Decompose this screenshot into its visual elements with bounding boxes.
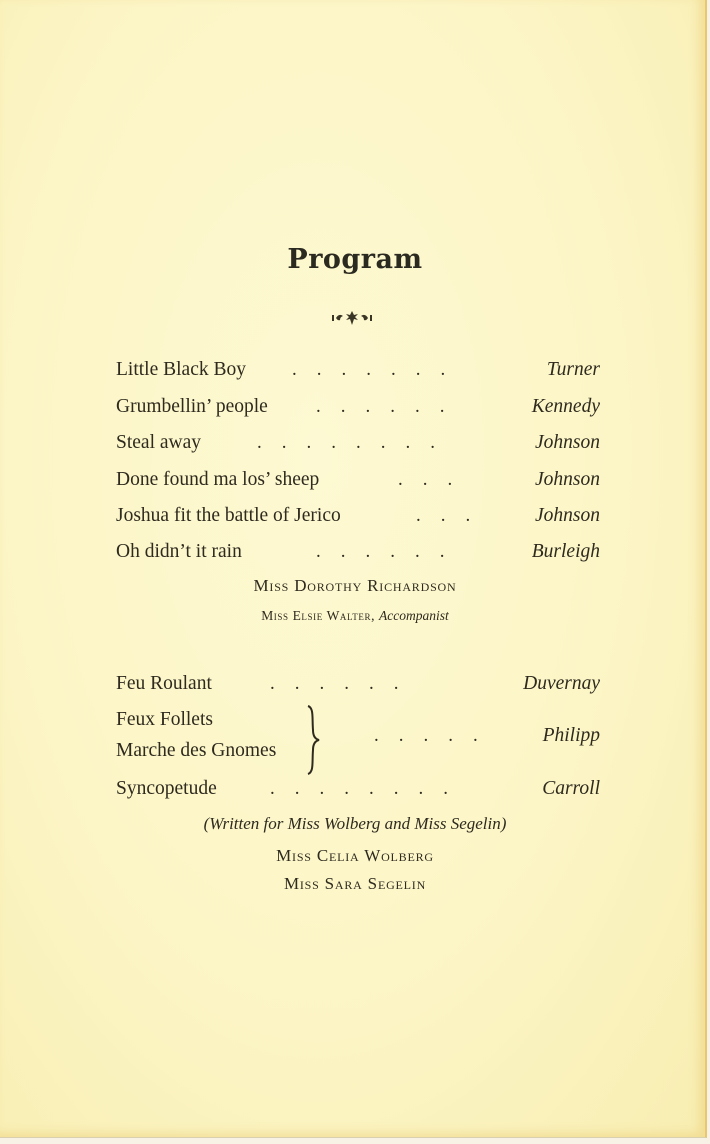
piece-title: Feu Roulant xyxy=(116,673,212,694)
composer-name: Philipp xyxy=(542,725,600,746)
program-item xyxy=(116,465,600,495)
leader-dots: ... xyxy=(398,469,473,490)
program-item xyxy=(116,355,600,385)
leader-dots: ...... xyxy=(270,673,419,694)
leader-dots: ... xyxy=(416,505,491,526)
composer-name: Johnson xyxy=(535,505,600,526)
piece-title: Joshua fit the battle of Jerico xyxy=(116,505,341,526)
composer-name: Carroll xyxy=(542,778,600,799)
piece-title: Feux Follets xyxy=(116,709,213,730)
fleuron-ornament-icon xyxy=(330,310,374,326)
dedication-note: (Written for Miss Wolberg and Miss Segelin) xyxy=(203,814,507,833)
performer-name: Miss Dorothy Richardson xyxy=(253,576,457,595)
piece-title: Little Black Boy xyxy=(116,359,246,380)
piece-title: Syncopetude xyxy=(116,778,217,799)
accompanist-role: Accompanist xyxy=(379,608,449,623)
leader-dots: ...... xyxy=(316,541,465,562)
page-title: Program xyxy=(287,244,423,275)
composer-name: Duvernay xyxy=(523,673,600,694)
piece-title: Marche des Gnomes xyxy=(116,740,277,761)
performer-name: Miss Sara Segelin xyxy=(283,874,427,893)
program-item xyxy=(116,669,600,699)
piece-title: Oh didn’t it rain xyxy=(116,541,242,562)
piece-title: Steal away xyxy=(116,432,202,453)
composer-name: Turner xyxy=(546,359,600,380)
composer-name: Johnson xyxy=(535,432,600,453)
composer-name: Johnson xyxy=(535,469,600,490)
composer-name: Kennedy xyxy=(531,396,600,417)
leader-dots: ..... xyxy=(374,725,498,746)
program-item xyxy=(116,392,600,422)
accompanist-name: Miss Elsie Walter, xyxy=(261,608,376,623)
leader-dots: ...... xyxy=(316,396,465,417)
program-item xyxy=(116,537,600,567)
program-item xyxy=(116,501,600,531)
program-item xyxy=(116,774,600,804)
piece-title: Done found ma los’ sheep xyxy=(116,469,320,490)
performer-name: Miss Celia Wolberg xyxy=(276,846,434,865)
leader-dots: ....... xyxy=(292,359,466,380)
leader-dots: ........ xyxy=(257,432,455,453)
program-item xyxy=(116,428,600,458)
leader-dots: ........ xyxy=(270,778,468,799)
piece-title: Grumbellin’ people xyxy=(116,396,268,417)
composer-name: Burleigh xyxy=(531,541,600,562)
accompanist-credit xyxy=(0,608,710,624)
program-item-group xyxy=(116,721,600,751)
